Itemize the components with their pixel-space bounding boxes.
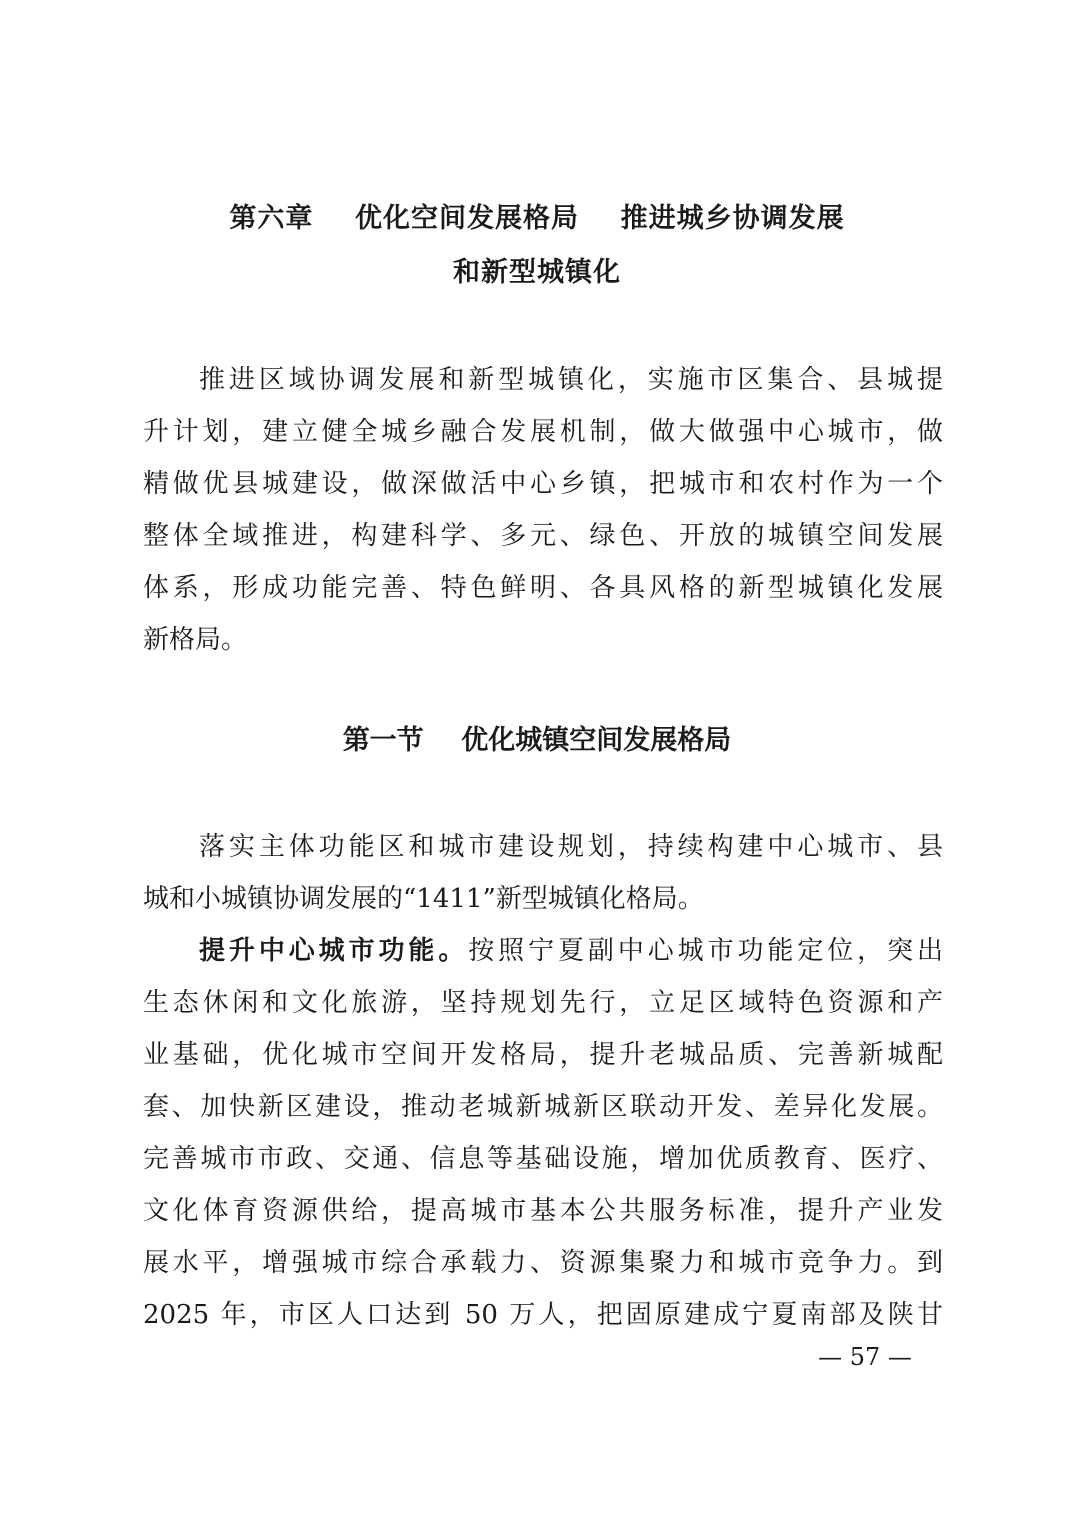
body-line: 文化体育资源供给，提高城市基本公共服务标准，提升产业发 xyxy=(143,1196,943,1226)
intro-line: 推进区域协调发展和新型城镇化，实施市区集合、县城提 xyxy=(199,365,943,395)
body-line: 套、加快新区建设，推动老城新城新区联动开发、差异化发展。 xyxy=(143,1092,943,1122)
body-line: 2025 年，市区人口达到 50 万人，把固原建成宁夏南部及陕甘 xyxy=(143,1300,943,1330)
body-line-rest: 按照宁夏副中心城市功能定位，突出 xyxy=(468,936,943,966)
chapter-title-line-1: 第六章 优化空间发展格局 推进城乡协调发展 xyxy=(229,203,845,234)
paragraph-lead-heading: 提升中心城市功能。 xyxy=(199,936,469,966)
body-line: 完善城市市政、交通、信息等基础设施，增加优质教育、医疗、 xyxy=(143,1144,943,1174)
body-paragraph-1 xyxy=(143,821,943,925)
intro-line: 新格局。 xyxy=(143,625,248,655)
chapter-title xyxy=(0,192,1074,300)
section-title: 第一节 优化城镇空间发展格局 xyxy=(342,725,732,756)
body-line: 落实主体功能区和城市建设规划，持续构建中心城市、县 xyxy=(199,832,943,862)
chapter-title-line-2: 和新型城镇化 xyxy=(453,257,621,288)
body-paragraph-2 xyxy=(143,925,943,1341)
intro-paragraph xyxy=(143,354,943,666)
page-number: — 57 — xyxy=(818,1343,912,1371)
body-line: 生态休闲和文化旅游，坚持规划先行，立足区域特色资源和产 xyxy=(143,988,943,1018)
body-line: 展水平，增强城市综合承载力、资源集聚力和城市竞争力。到 xyxy=(143,1248,943,1278)
intro-line: 精做优县城建设，做深做活中心乡镇，把城市和农村作为一个 xyxy=(143,469,943,499)
intro-line: 体系，形成功能完善、特色鲜明、各具风格的新型城镇化发展 xyxy=(143,573,943,603)
intro-line: 整体全域推进，构建科学、多元、绿色、开放的城镇空间发展 xyxy=(143,521,943,551)
body-line: 城和小城镇协调发展的“1411”新型城镇化格局。 xyxy=(143,884,704,914)
body-line: 业基础，优化城市空间开发格局，提升老城品质、完善新城配 xyxy=(143,1040,943,1070)
intro-line: 升计划，建立健全城乡融合发展机制，做大做强中心城市，做 xyxy=(143,417,943,447)
body-line-first xyxy=(143,925,943,977)
